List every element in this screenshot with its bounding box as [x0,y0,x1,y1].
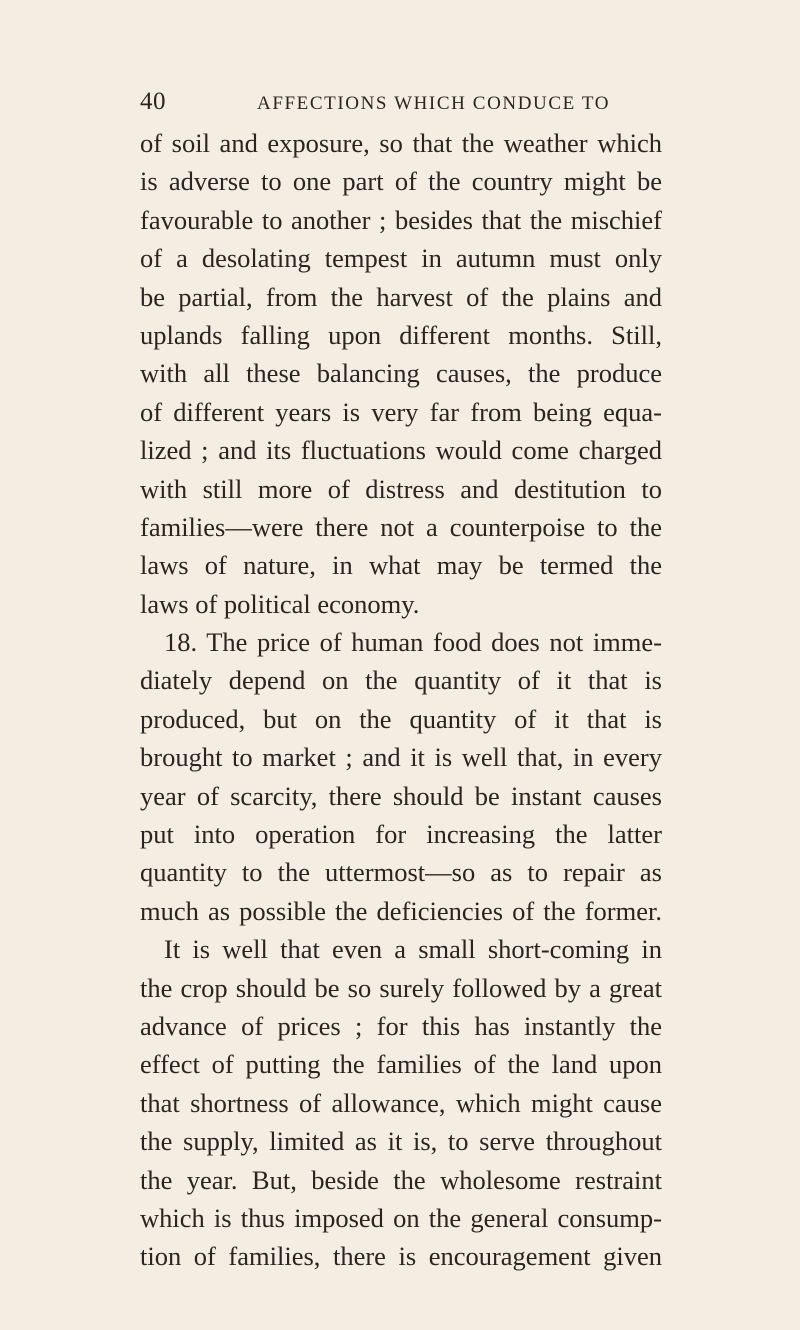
section-18-first-line: 18. The price of human food does not imme- [164,627,662,658]
text-line: families—were there not a counterpoise to the [140,511,662,542]
text-line: with all these balancing causes, the produce [140,358,662,389]
text-line: the crop should be so surely followed by a great [140,972,662,1003]
text-line: favourable to another ; besides that the mischief [140,204,662,235]
text-line: the year. But, beside the wholesome restraint [140,1164,662,1195]
text-line: It is well that even a small short-coming in [164,934,662,965]
text-line: effect of putting the families of the land upon [140,1049,662,1080]
text-line: advance of prices ; for this has instantly the [140,1010,662,1041]
text-line: lized ; and its fluctuations would come charged [140,435,662,466]
text-line: brought to market ; and it is well that, in every [140,742,662,773]
page-number: 40 [140,88,166,115]
text-line: the supply, limited as it is, to serve throughout [140,1126,662,1157]
text-line: that shortness of allowance, which might cause [140,1087,662,1118]
text-line: of different years is very far from being equa- [140,396,662,427]
text-line: quantity to the uttermost—so as to repair as [140,857,662,888]
text-line: be partial, from the harvest of the plains and [140,281,662,312]
text-line: of a desolating tempest in autumn must only [140,243,662,274]
text-line: much as possible the deficiencies of the former. [140,895,662,926]
text-line: is adverse to one part of the country might be [140,166,662,197]
text-line: put into operation for increasing the latter [140,819,662,850]
body-text [140,124,662,1276]
running-head: AFFECTIONS WHICH CONDUCE TO [257,93,611,114]
text-line: diately depend on the quantity of it that is [140,665,662,696]
text-line: tion of families, there is encouragement given [140,1241,662,1272]
text-line: which is thus imposed on the general consump- [140,1202,662,1233]
text-line: with still more of distress and destitution to [140,473,662,504]
text-line: uplands falling upon different months. Still, [140,319,662,350]
text-line: laws of political economy. [140,588,420,619]
text-line: produced, but on the quantity of it that is [140,703,662,734]
page-header [140,86,662,118]
text-line: laws of nature, in what may be termed the [140,550,662,581]
text-line: year of scarcity, there should be instant causes [140,780,662,811]
text-line: of soil and exposure, so that the weather which [140,128,662,158]
